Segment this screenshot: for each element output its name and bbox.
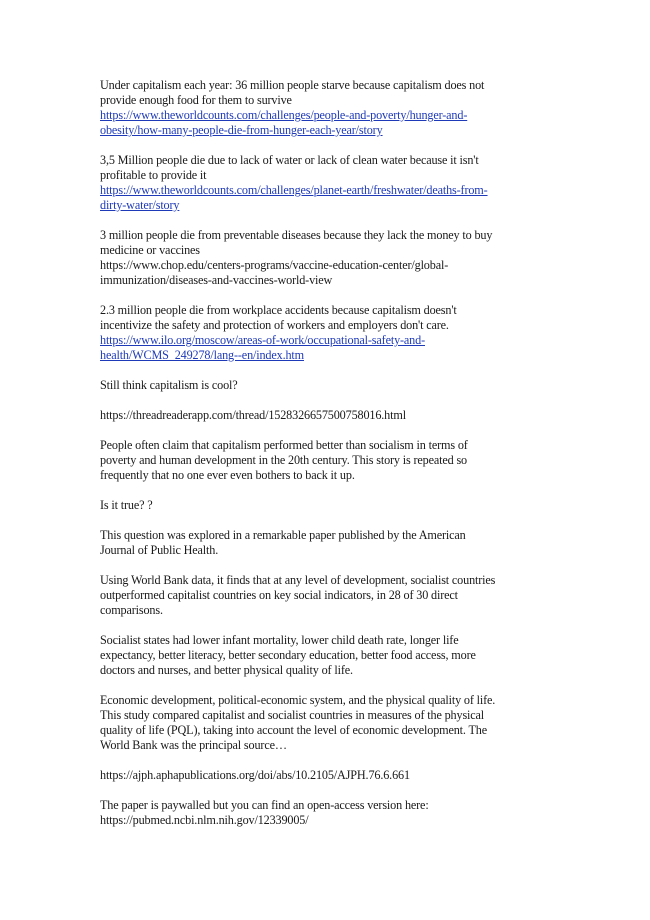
text-line: People often claim that capitalism performed better than socialism in terms of xyxy=(100,438,468,452)
text-line: Socialist states had lower infant mortality, lower child death rate, longer life xyxy=(100,633,459,647)
paragraph xyxy=(100,573,545,618)
text-line: Economic development, political-economic system, and the physical quality of life. xyxy=(100,693,496,707)
hyperlink[interactable]: health/WCMS_249278/lang--en/index.htm xyxy=(100,348,304,362)
hyperlink[interactable]: https://www.theworldcounts.com/challenges/people-and-poverty/hunger-and- xyxy=(100,108,468,122)
text-line: Still think capitalism is cool? xyxy=(100,378,238,392)
hyperlink[interactable]: https://www.ilo.org/moscow/areas-of-work/occupational-safety-and- xyxy=(100,333,425,347)
paragraph xyxy=(100,528,545,558)
text-line: Using World Bank data, it finds that at any level of development, socialist countries xyxy=(100,573,496,587)
paragraph xyxy=(100,768,545,783)
text-line: immunization/diseases-and-vaccines-world-view xyxy=(100,273,333,287)
paragraph xyxy=(100,438,545,483)
document-body xyxy=(100,78,545,843)
text-line: Under capitalism each year: 36 million people starve because capitalism does not xyxy=(100,78,485,92)
paragraph xyxy=(100,378,545,393)
text-line: poverty and human development in the 20th century. This story is repeated so xyxy=(100,453,468,467)
hyperlink[interactable]: https://www.theworldcounts.com/challenges/planet-earth/freshwater/deaths-from- xyxy=(100,183,488,197)
text-line: expectancy, better literacy, better secondary education, better food access, more xyxy=(100,648,476,662)
text-line: 3 million people die from preventable diseases because they lack the money to buy xyxy=(100,228,493,242)
text-line: https://www.chop.edu/centers-programs/vaccine-education-center/global- xyxy=(100,258,449,272)
paragraph xyxy=(100,633,545,678)
paragraph xyxy=(100,228,545,288)
text-line: https://ajph.aphapublications.org/doi/abs/10.2105/AJPH.76.6.661 xyxy=(100,768,410,782)
paragraph xyxy=(100,153,545,213)
text-line: This study compared capitalist and socialist countries in measures of the physical xyxy=(100,708,485,722)
text-line: profitable to provide it xyxy=(100,168,207,182)
text-line: provide enough food for them to survive xyxy=(100,93,292,107)
text-line: World Bank was the principal source… xyxy=(100,738,287,752)
paragraph xyxy=(100,798,545,828)
text-line: Is it true? ? xyxy=(100,498,153,512)
text-line: 2.3 million people die from workplace accidents because capitalism doesn't xyxy=(100,303,457,317)
paragraph xyxy=(100,303,545,363)
text-line: doctors and nurses, and better physical quality of life. xyxy=(100,663,353,677)
hyperlink[interactable]: dirty-water/story xyxy=(100,198,180,212)
text-line: https://pubmed.ncbi.nlm.nih.gov/12339005/ xyxy=(100,813,309,827)
text-line: comparisons. xyxy=(100,603,163,617)
paragraph xyxy=(100,498,545,513)
paragraph xyxy=(100,408,545,423)
text-line: 3,5 Million people die due to lack of water or lack of clean water because it isn't xyxy=(100,153,479,167)
text-line: quality of life (PQL), taking into account the level of economic development. The xyxy=(100,723,487,737)
text-line: The paper is paywalled but you can find an open-access version here: xyxy=(100,798,429,812)
text-line: medicine or vaccines xyxy=(100,243,200,257)
paragraph xyxy=(100,78,545,138)
text-line: incentivize the safety and protection of workers and employers don't care. xyxy=(100,318,449,332)
hyperlink[interactable]: obesity/how-many-people-die-from-hunger-each-year/story xyxy=(100,123,383,137)
text-line: frequently that no one ever even bothers to back it up. xyxy=(100,468,355,482)
text-line: Journal of Public Health. xyxy=(100,543,219,557)
text-line: https://threadreaderapp.com/thread/1528326657500758016.html xyxy=(100,408,406,422)
text-line: outperformed capitalist countries on key social indicators, in 28 of 30 direct xyxy=(100,588,458,602)
text-line: This question was explored in a remarkable paper published by the American xyxy=(100,528,466,542)
paragraph xyxy=(100,693,545,753)
